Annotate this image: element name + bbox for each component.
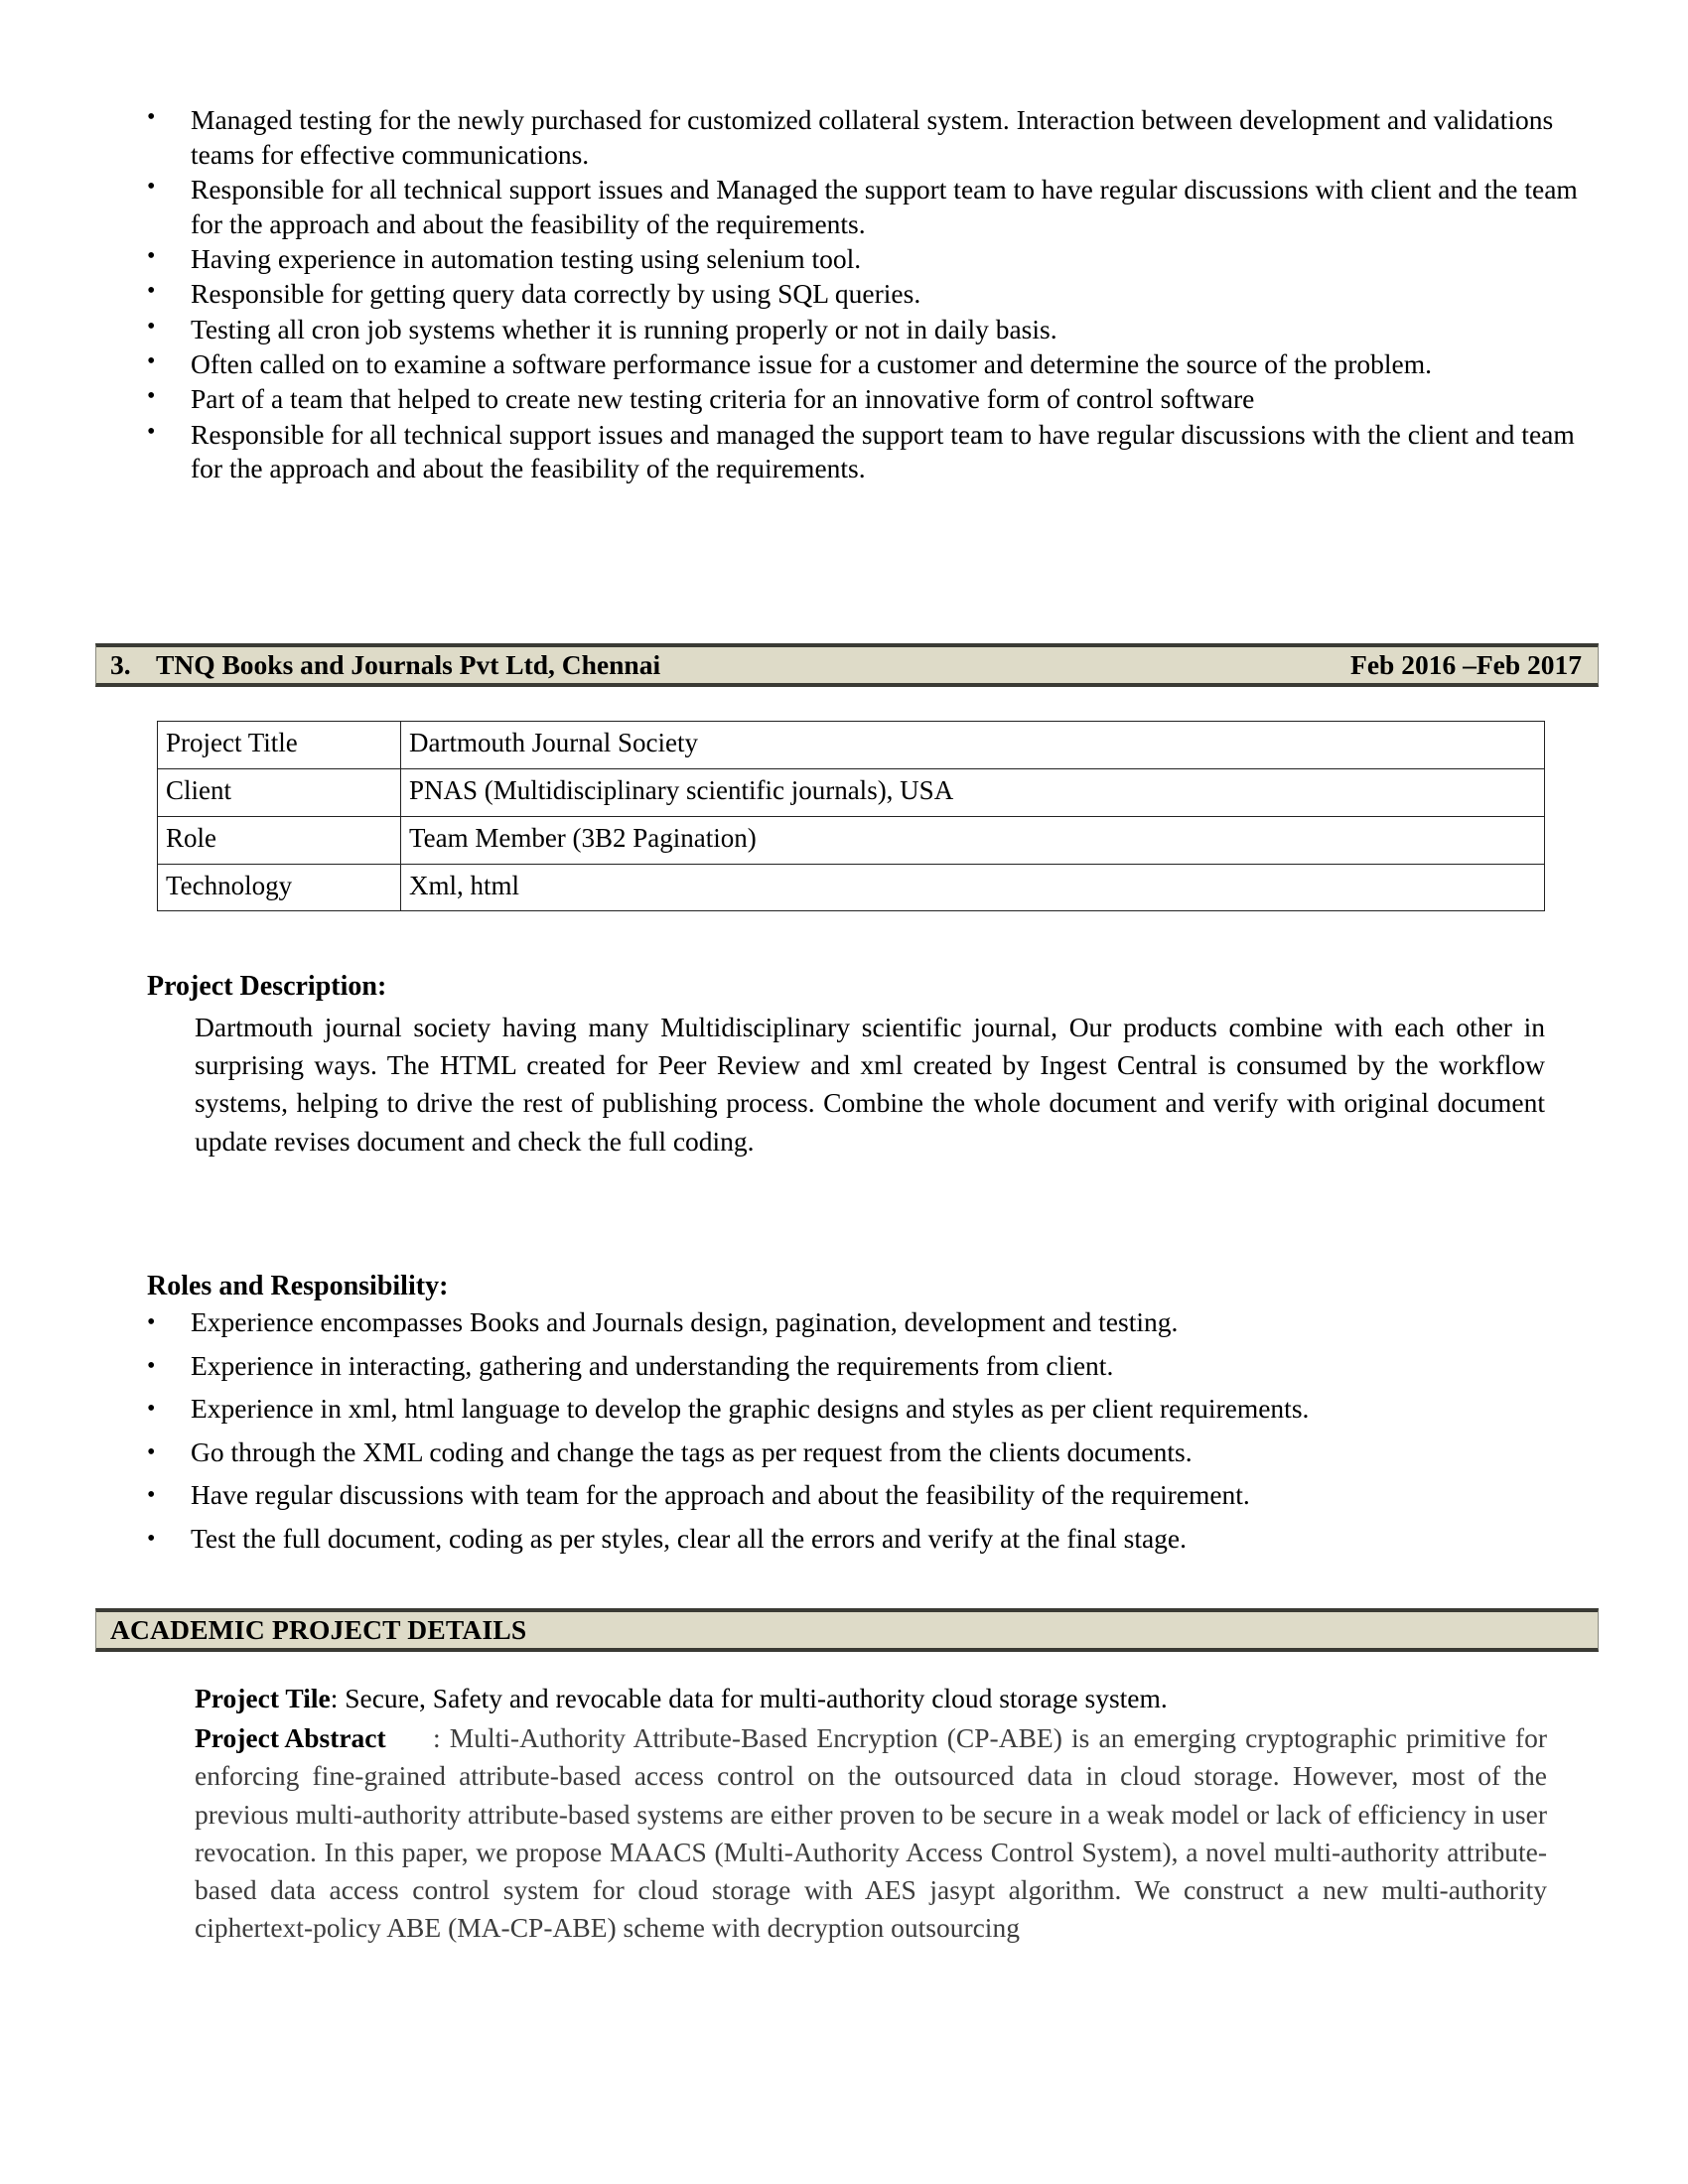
experience-section-header: [95, 643, 1599, 687]
list-item: • Part of a team that helped to create new testing criteria for an innovative form of control software: [99, 382, 1599, 417]
top-responsibilities-list: [99, 103, 1599, 487]
academic-project-tile-line: [195, 1680, 1547, 1717]
list-item: • Test the full document, coding as per styles, clear all the errors and verify at the final stage.: [99, 1525, 1599, 1553]
academic-project-abstract-line: [195, 1719, 1547, 1947]
list-item: • Responsible for all technical support issues and managed the support team to have regular discussions with the client and team for the approach and about the feasibility of the requirements.: [99, 418, 1599, 487]
academic-header-title: ACADEMIC PROJECT DETAILS: [110, 1614, 527, 1645]
table-row: [158, 768, 1545, 816]
project-description-body: Dartmouth journal society having many Multidisciplinary scientific journal, Our products combine with each other in surprising ways. The HTML created for Peer Review and xml created by Ingest Central is consumed by the workflow systems, helping to drive the rest of publishing process. Combine the whole document and verify with original document update revises document and check the full coding.: [195, 1012, 1545, 1157]
academic-project-tile-value: : Secure, Safety and revocable data for multi-authority cloud storage system.: [330, 1683, 1168, 1713]
list-item: • Go through the XML coding and change the tags as per request from the clients documents.: [99, 1438, 1599, 1466]
academic-project-body: [195, 1680, 1547, 1948]
table-cell-label: Technology: [158, 864, 401, 911]
academic-project-tile-label: Project Tile: [195, 1683, 331, 1713]
table-cell-value: Dartmouth Journal Society: [401, 722, 1545, 769]
table-cell-value: Xml, html: [401, 864, 1545, 911]
experience-header-left: [110, 649, 660, 681]
table-row: [158, 816, 1545, 864]
list-item: • Experience encompasses Books and Journals design, pagination, development and testing.: [99, 1308, 1599, 1336]
list-item: • Have regular discussions with team for the approach and about the feasibility of the requirement.: [99, 1481, 1599, 1509]
project-details-table: [157, 721, 1545, 911]
list-item: • Experience in xml, html language to develop the graphic designs and styles as per client requirements.: [99, 1395, 1599, 1423]
table-cell-value: Team Member (3B2 Pagination): [401, 816, 1545, 864]
table-cell-label: Project Title: [158, 722, 401, 769]
roles-responsibility-list: [99, 1308, 1599, 1568]
list-item: • Experience in interacting, gathering and understanding the requirements from client.: [99, 1352, 1599, 1380]
list-item: • Often called on to examine a software performance issue for a customer and determine the source of the problem.: [99, 347, 1599, 382]
list-item: • Responsible for all technical support issues and Managed the support team to have regular discussions with client and the team for the approach and about the feasibility of the requirements.: [99, 173, 1599, 242]
project-description-heading: Project Description:: [147, 971, 387, 1002]
table-cell-value: PNAS (Multidisciplinary scientific journals), USA: [401, 768, 1545, 816]
academic-project-abstract-value: : Multi-Authority Attribute-Based Encryption (CP-ABE) is an emerging cryptographic primitive for enforcing fine-grained attribute-based access control on the outsourced data in cloud storage. However, most of the previous multi-authority attribute-based systems are either proven to be secure in a weak model or lack of efficiency in user revocation. In this paper, we propose MAACS (Multi-Authority Access Control System), a novel multi-authority attribute-based data access control system for cloud storage with AES jasypt algorithm. We construct a new multi-authority ciphertext-policy ABE (MA-CP-ABE) scheme with decryption outsourcing: [195, 1722, 1547, 1944]
academic-project-abstract-label: Project Abstract: [195, 1722, 386, 1754]
table-cell-label: Client: [158, 768, 401, 816]
list-item: • Having experience in automation testing using selenium tool.: [99, 242, 1599, 277]
table-row: [158, 864, 1545, 911]
table-row: [158, 722, 1545, 769]
experience-header-company: TNQ Books and Journals Pvt Ltd, Chennai: [156, 649, 661, 680]
roles-responsibility-heading: Roles and Responsibility:: [147, 1271, 449, 1301]
table-cell-label: Role: [158, 816, 401, 864]
experience-header-dates: Feb 2016 –Feb 2017: [1350, 649, 1582, 680]
list-item: • Responsible for getting query data correctly by using SQL queries.: [99, 277, 1599, 312]
list-item: • Testing all cron job systems whether it is running properly or not in daily basis.: [99, 313, 1599, 347]
list-item: • Managed testing for the newly purchased for customized collateral system. Interaction between development and validations teams for effective communications.: [99, 103, 1599, 173]
experience-header-number: 3.: [110, 649, 131, 680]
academic-section-header: [95, 1608, 1599, 1652]
